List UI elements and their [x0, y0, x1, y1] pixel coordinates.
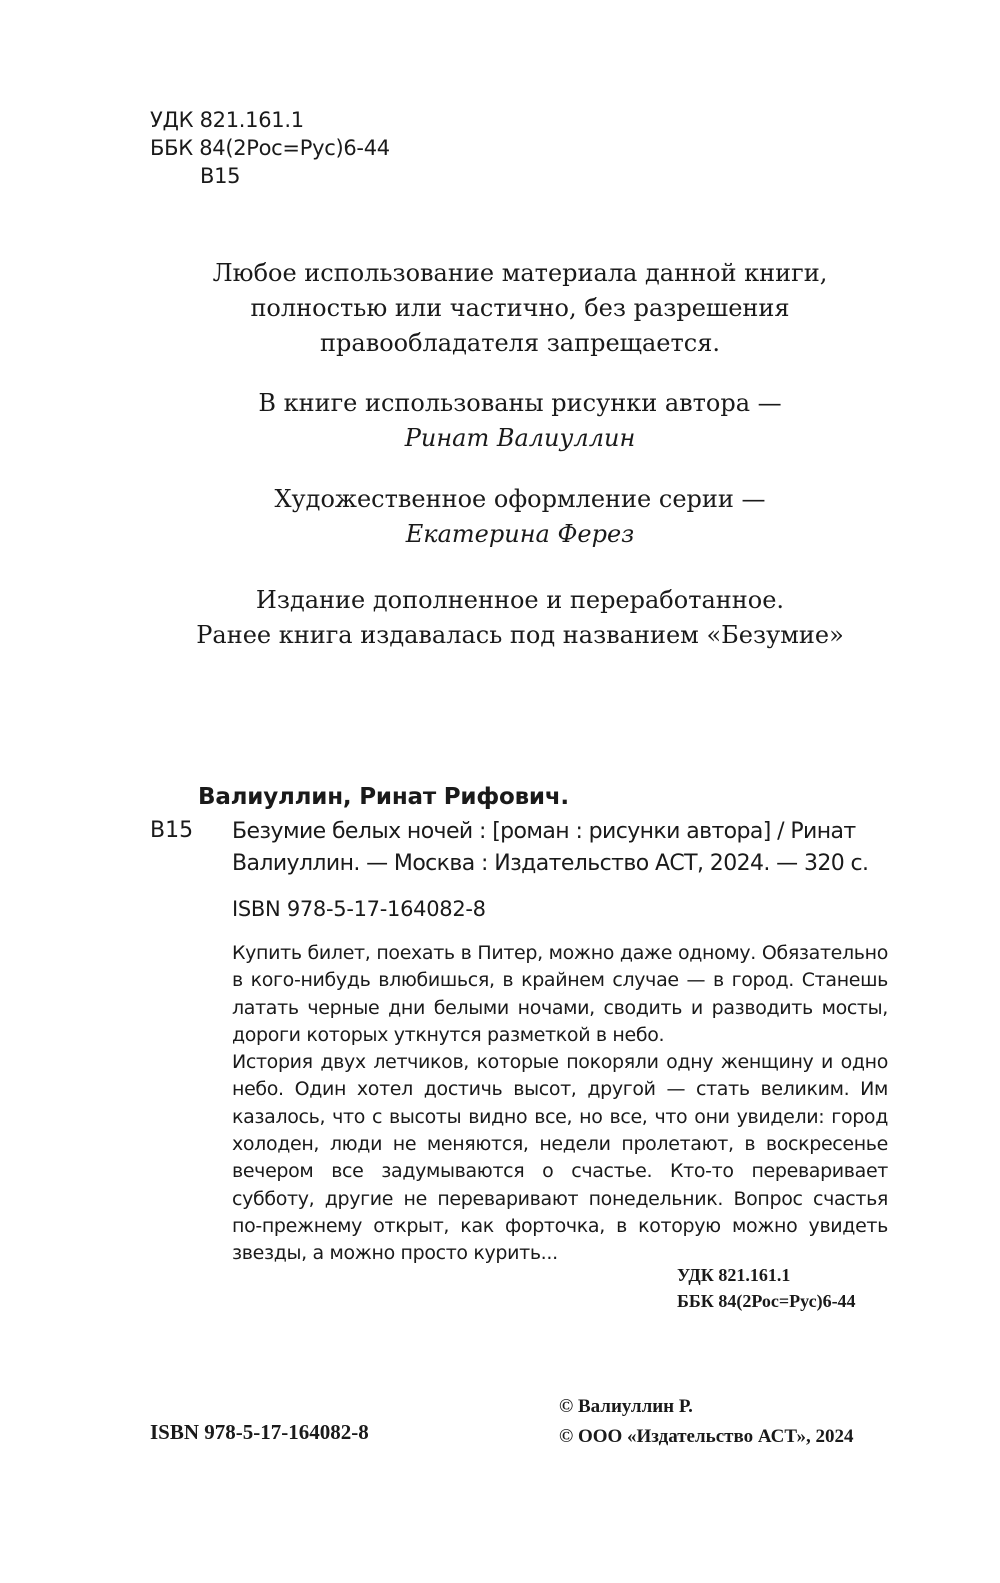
catalog-udk: УДК 821.161.1 [677, 1265, 791, 1285]
copyright-author: © Валиуллин Р. [559, 1396, 693, 1417]
copyright-publisher: © ООО «Издательство АСТ», 2024 [559, 1426, 854, 1447]
notice-line: полностью или частично, без разрешения [250, 294, 790, 322]
catalog-title: Безумие белых ночей : [роман : рисунки автора] / Ринат Валиуллин. — Москва : Издательство АСТ, 2024. — 320 с. [232, 819, 869, 876]
copyright-block [559, 1392, 854, 1452]
edition-line: Ранее книга издавалась под названием «Безумие» [196, 621, 844, 649]
designer-name: Екатерина Ферез [405, 520, 635, 548]
footer-isbn: ISBN 978-5-17-164082-8 [150, 1420, 369, 1444]
credit-line: В книге использованы рисунки автора — [258, 389, 782, 417]
classification-codes [150, 106, 390, 190]
edition-note [140, 583, 900, 653]
illustrations-credit [140, 386, 900, 456]
bbk-code: ББК 84(2Рос=Рус)6-44 [150, 136, 390, 160]
copyright-notice [140, 256, 900, 361]
design-credit [140, 482, 900, 552]
catalog-bbk: ББК 84(2Рос=Рус)6-44 [677, 1291, 856, 1311]
edition-line: Издание дополненное и переработанное. [255, 586, 785, 614]
credit-line: Художественное оформление серии — [274, 485, 766, 513]
illustrator-name: Ринат Валиуллин [404, 424, 636, 452]
catalog-mark: В15 [150, 818, 194, 843]
annotation [232, 940, 888, 1268]
author-mark: В15 [200, 164, 241, 188]
notice-line: правообладателя запрещается. [320, 329, 720, 357]
notice-line: Любое использование материала данной книги, [212, 259, 828, 287]
udk-code: УДК 821.161.1 [150, 108, 304, 132]
catalog-author: Валиуллин, Ринат Рифович. [198, 784, 569, 810]
catalog-codes [677, 1262, 856, 1314]
annotation-paragraph: Купить билет, поехать в Питер, можно даже одному. Обязательно в кого-нибудь влюбишься, в крайнем случае — в город. Станешь латать черные дни белыми ночами, сводить и разводить мосты, дороги которых уткнутся разметкой в небо. [232, 942, 888, 1046]
annotation-paragraph: История двух летчиков, которые покоряли одну женщину и одно небо. Один хотел достичь высот, другой — стать великим. Им казалось, что с высоты видно все, но все, что они увидели: город холоден, люди не меняются, недели пролетают, в воскресенье вечером все задумываются о счастье. Кто-то переваривает субботу, другие не переваривают понедельник. Вопрос счастья по-прежнему открыт, как форточка, в которую можно увидеть звезды, а можно просто курить... [232, 1051, 888, 1265]
catalog-isbn: ISBN 978-5-17-164082-8 [232, 897, 486, 921]
